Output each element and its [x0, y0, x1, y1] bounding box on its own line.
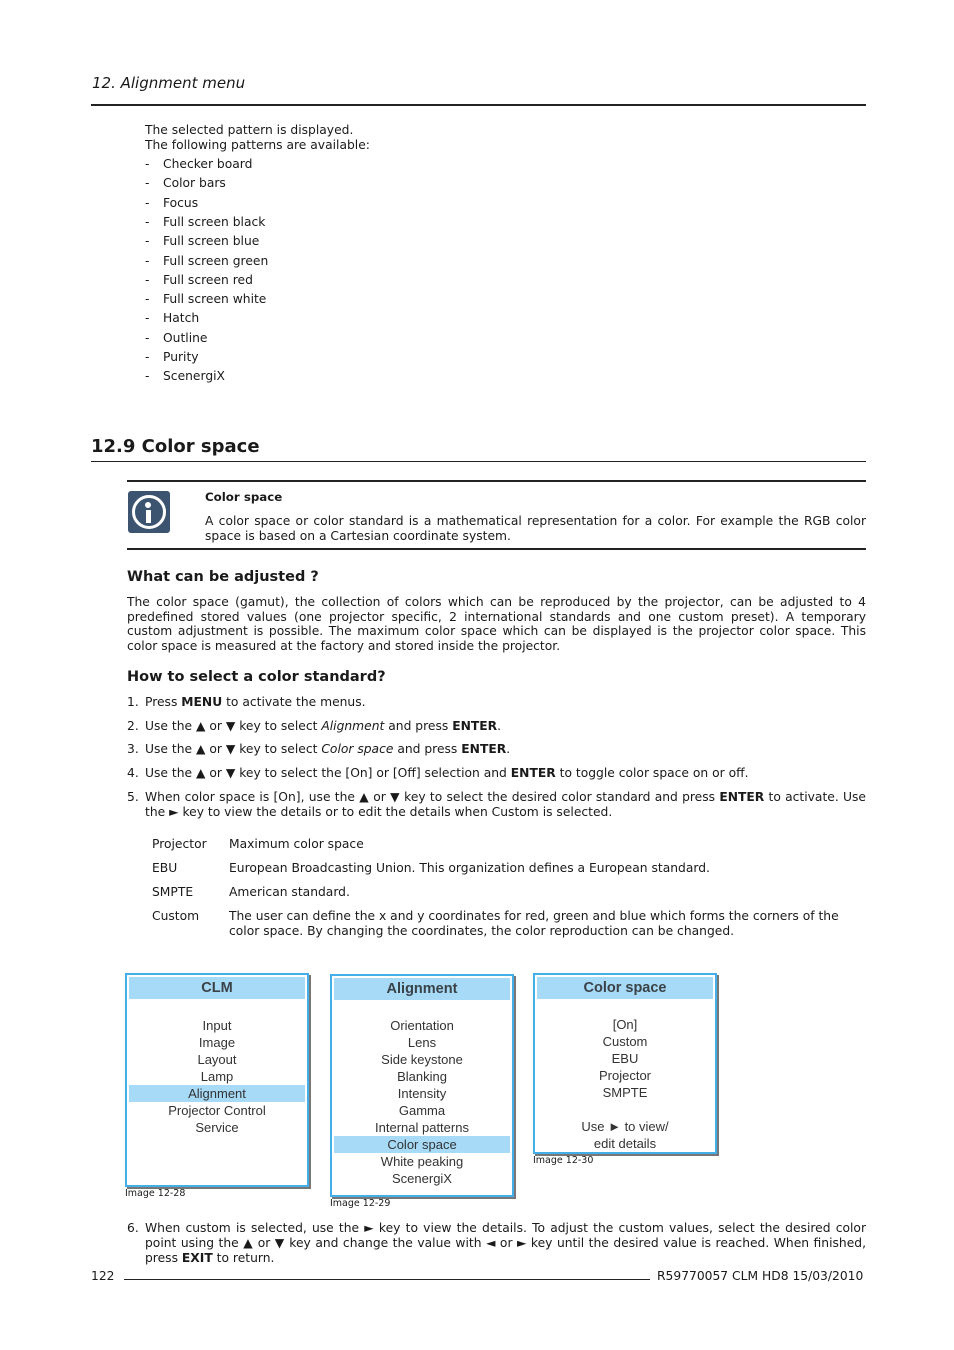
menu-name: Alignment [321, 719, 385, 733]
key-name: ENTER [452, 719, 498, 733]
pattern-label: Full screen blue [163, 234, 260, 249]
osd-menu-item: Orientation [390, 1018, 454, 1033]
pattern-label: Full screen white [163, 292, 267, 307]
osd-menu-item: Projector Control [168, 1103, 266, 1118]
step-text: to activate the menus. [222, 695, 366, 709]
osd-menu-item: Layout [197, 1052, 237, 1067]
osd-menu-item: [On] [612, 1017, 638, 1032]
chapter-title: 12. Alignment menu [92, 74, 246, 92]
list-dash: - [145, 234, 150, 249]
section-title: 12.9 Color space [91, 436, 260, 457]
step-text: and press [393, 742, 462, 756]
info-icon [128, 491, 170, 533]
osd-menu-item: Lens [407, 1035, 437, 1050]
pattern-label: Outline [163, 330, 208, 345]
step-text: to return. [212, 1251, 275, 1265]
step-number: 2. [127, 719, 139, 733]
osd-menu-item: Intensity [397, 1086, 447, 1101]
list-dash: - [145, 369, 150, 384]
doc-reference: R59770057 CLM HD8 15/03/2010 [657, 1269, 864, 1283]
step-text: Use the ▲ or ▼ key to select [145, 742, 322, 756]
pattern-item [145, 369, 225, 383]
osd-menu-item: Internal patterns [375, 1120, 469, 1135]
osd-menu-item: Projector [598, 1068, 652, 1083]
info-title: Color space [205, 490, 283, 504]
osd-menu-item: Blanking [397, 1069, 447, 1084]
intro-line-2: The following patterns are available: [145, 138, 370, 152]
step-number: 3. [127, 742, 139, 756]
adjust-heading: What can be adjusted ? [127, 569, 319, 585]
key-name: ENTER [719, 790, 765, 804]
menu-name: Color space [321, 742, 394, 756]
step-body [145, 695, 866, 710]
step-body [145, 742, 866, 757]
definition-desc: The user can define the x and y coordinates for red, green and blue which forms the corners of the color space. By changing the coordinates, the color reproduction can be changed. [229, 909, 839, 938]
adjust-text: The color space (gamut), the collection of colors which can be reproduced by the projector, can be adjusted to 4 predefined stored values (one projector specific, 2 international standards and one custom preset). A temporary custom adjustment is possible. The maximum color space which can be displayed is the projector color space. This color space is measured at the factory and stored inside the projector. [127, 595, 866, 653]
osd-menu-item: edit details [593, 1136, 657, 1151]
list-dash: - [145, 272, 150, 287]
osd-menu-item: Input [202, 1018, 232, 1033]
definition-term: SMPTE [152, 885, 194, 899]
osd-menu [533, 973, 717, 1154]
image-caption: Image 12-28 [125, 1188, 186, 1199]
osd-menu-item: Custom [602, 1034, 648, 1049]
pattern-item [145, 157, 252, 171]
step-number: 6. [127, 1221, 139, 1235]
key-name: ENTER [461, 742, 507, 756]
osd-menu [330, 974, 514, 1197]
step-body [145, 790, 866, 820]
osd-menu-item: Side keystone [381, 1052, 463, 1067]
step-text: When custom is selected, use the ► key to view the details. To adjust the custom values, select the desired color point using the ▲ or ▼ key and change the value with ◄ or ► key until the desired value is reached. When finished, press [145, 1221, 866, 1265]
osd-menu-item: Color space [334, 1136, 510, 1153]
step-number: 5. [127, 790, 139, 804]
osd-menu-item: Image [198, 1035, 236, 1050]
definition-term: Custom [152, 909, 200, 923]
key-name: ENTER [510, 766, 556, 780]
section-rule [91, 461, 866, 462]
osd-menu [125, 973, 309, 1187]
definition-desc: European Broadcasting Union. This organization defines a European standard. [229, 861, 710, 875]
pattern-item [145, 331, 208, 345]
pattern-item [145, 311, 199, 325]
step-text: and press [384, 719, 453, 733]
osd-menu-item: SMPTE [602, 1085, 648, 1100]
step-body [145, 719, 866, 734]
pattern-item [145, 196, 198, 210]
key-name: MENU [181, 695, 223, 709]
osd-menu-item [537, 1101, 713, 1118]
pattern-label: Color bars [163, 176, 226, 191]
pattern-item [145, 292, 266, 306]
pattern-label: Purity [163, 350, 199, 364]
step-text: to toggle color space on or off. [555, 766, 749, 780]
osd-menu-item: White peaking [380, 1154, 464, 1169]
definition-desc: American standard. [229, 885, 350, 899]
pattern-item [145, 254, 268, 268]
list-dash: - [145, 311, 150, 326]
osd-menu-item: Use ► to view/ [581, 1119, 669, 1134]
step-body [145, 1221, 866, 1266]
pattern-item [145, 176, 226, 190]
osd-menu-item: Service [195, 1120, 239, 1135]
list-dash: - [145, 176, 150, 191]
osd-menu-item: ScenergiX [392, 1171, 452, 1186]
info-text: A color space or color standard is a mathematical representation for a color. For example the RGB color space is based on a Cartesian coordinate system. [205, 514, 866, 543]
list-dash: - [145, 350, 150, 364]
list-dash: - [145, 253, 150, 268]
image-caption: Image 12-30 [533, 1155, 594, 1166]
page-number: 122 [91, 1269, 115, 1283]
key-name: EXIT [181, 1251, 213, 1265]
pattern-label: Full screen red [163, 272, 253, 287]
step-number: 1. [127, 695, 139, 709]
definition-term: Projector [152, 837, 207, 851]
info-top-rule [127, 480, 866, 482]
pattern-item [145, 273, 253, 287]
definition-term: EBU [152, 861, 178, 875]
header-rule [91, 104, 866, 106]
list-dash: - [145, 195, 150, 210]
pattern-label: Full screen black [163, 214, 266, 229]
osd-menu-item: EBU [611, 1051, 639, 1066]
pattern-label: Hatch [163, 311, 200, 326]
pattern-item [145, 215, 265, 229]
step-text: . [497, 719, 502, 733]
pattern-label: Checker board [163, 157, 253, 171]
definition-desc: Maximum color space [229, 837, 364, 851]
info-bottom-rule [127, 548, 866, 550]
step-text: to activate. Use the ► key to view the details or to edit the details when Custom is selected. [145, 790, 866, 819]
footer-rule [124, 1279, 650, 1280]
step-text: Use the ▲ or ▼ key to select the [On] or [Off] selection and [145, 766, 511, 780]
pattern-label: ScenergiX [163, 369, 225, 384]
intro-line-1: The selected pattern is displayed. [145, 123, 354, 137]
osd-menu-title: Color space [537, 977, 713, 999]
pattern-label: Full screen green [163, 253, 269, 268]
list-dash: - [145, 330, 150, 345]
step-text: Press [145, 695, 182, 709]
pattern-item [145, 350, 199, 364]
step-body [145, 766, 866, 781]
pattern-label: Focus [163, 195, 199, 210]
howto-heading: How to select a color standard? [127, 669, 386, 685]
osd-menu-title: CLM [129, 977, 305, 999]
list-dash: - [145, 292, 150, 307]
pattern-item [145, 234, 259, 248]
list-dash: - [145, 157, 150, 171]
osd-menu-item: Lamp [200, 1069, 234, 1084]
step-text: . [506, 742, 511, 756]
image-caption: Image 12-29 [330, 1198, 391, 1209]
step-text: When color space is [On], use the ▲ or ▼ key to select the desired color standard and press [145, 790, 720, 804]
osd-menu-title: Alignment [334, 978, 510, 1000]
step-text: Use the ▲ or ▼ key to select [145, 719, 322, 733]
step-number: 4. [127, 766, 139, 780]
osd-menu-item: Alignment [129, 1085, 305, 1102]
osd-menu-item: Gamma [398, 1103, 446, 1118]
list-dash: - [145, 214, 150, 229]
